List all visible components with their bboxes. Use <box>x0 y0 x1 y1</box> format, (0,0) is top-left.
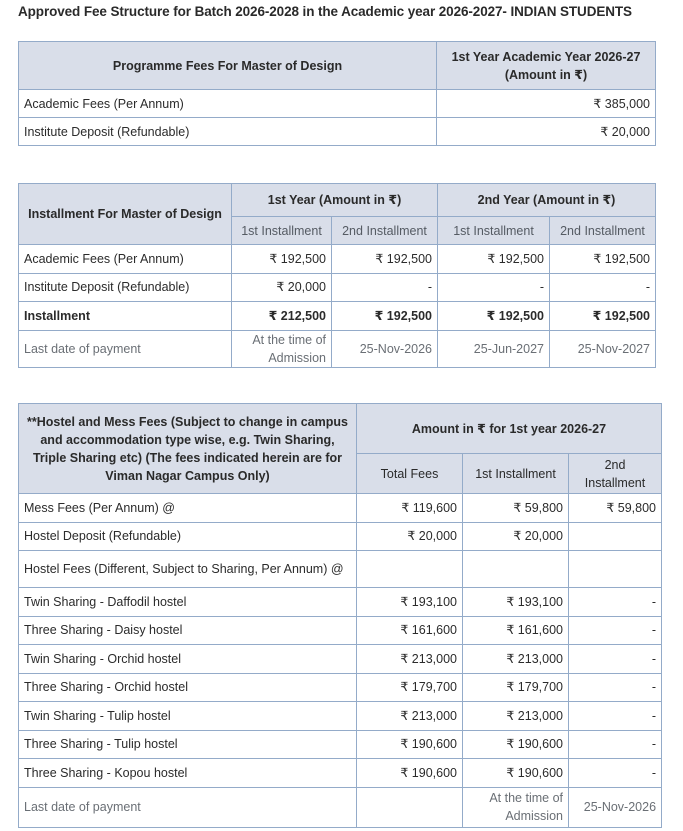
cell-value: ₹ 59,800 <box>569 494 662 523</box>
table-row <box>19 616 662 645</box>
cell-value: ₹ 161,600 <box>357 616 463 645</box>
subheader-y1-1st: 1st Installment <box>232 217 332 245</box>
cell-value: ₹ 119,600 <box>357 494 463 523</box>
cell-value: ₹ 161,600 <box>463 616 569 645</box>
cell-value: ₹ 190,600 <box>357 759 463 788</box>
row-label: Last date of payment <box>19 330 232 367</box>
table-row <box>19 730 662 759</box>
subheader-y1-2nd: 2nd Installment <box>332 217 438 245</box>
subheader-2nd-installment: 2nd Installment <box>569 454 662 494</box>
cell-value: ₹ 213,000 <box>463 702 569 731</box>
cell-value: ₹ 192,500 <box>550 302 656 331</box>
cell-value: - <box>569 730 662 759</box>
subheader-total-fees: Total Fees <box>357 454 463 494</box>
table-row <box>19 118 656 146</box>
table-row <box>19 673 662 702</box>
table-row <box>19 645 662 674</box>
row-amount: ₹ 385,000 <box>437 90 656 118</box>
cell-value <box>357 551 463 588</box>
table-row <box>19 702 662 731</box>
cell-value: 25-Nov-2027 <box>550 330 656 367</box>
column-header-hostel: **Hostel and Mess Fees (Subject to change in campus and accommodation type wise, e.g. Twin Sharing, Triple Sharing etc) (The fees indicated herein are for Viman Nagar Campus Only) <box>19 404 357 494</box>
cell-value: ₹ 193,100 <box>463 588 569 617</box>
table-header-row <box>19 42 656 90</box>
table-row <box>19 522 662 551</box>
cell-value: ₹ 192,500 <box>438 302 550 331</box>
row-label: Twin Sharing - Tulip hostel <box>19 702 357 731</box>
cell-value: ₹ 192,500 <box>438 245 550 274</box>
cell-value: ₹ 213,000 <box>357 645 463 674</box>
cell-value: At the time of Admission <box>232 330 332 367</box>
table-row <box>19 759 662 788</box>
column-header-amount: 1st Year Academic Year 2026-27 (Amount in ₹) <box>437 42 656 90</box>
row-label: Twin Sharing - Orchid hostel <box>19 645 357 674</box>
cell-value: - <box>569 673 662 702</box>
row-label: Hostel Deposit (Refundable) <box>19 522 357 551</box>
cell-value: ₹ 212,500 <box>232 302 332 331</box>
row-label: Last date of payment <box>19 787 357 827</box>
cell-value <box>357 787 463 827</box>
cell-value: ₹ 213,000 <box>357 702 463 731</box>
column-header-programme: Programme Fees For Master of Design <box>19 42 437 90</box>
row-label: Mess Fees (Per Annum) @ <box>19 494 357 523</box>
table-row <box>19 245 656 274</box>
cell-value: - <box>550 273 656 302</box>
cell-value <box>463 551 569 588</box>
cell-value: ₹ 213,000 <box>463 645 569 674</box>
row-label: Academic Fees (Per Annum) <box>19 245 232 274</box>
cell-value: 25-Nov-2026 <box>569 787 662 827</box>
row-label: Twin Sharing - Daffodil hostel <box>19 588 357 617</box>
subheader-y2-2nd: 2nd Installment <box>550 217 656 245</box>
cell-value: ₹ 179,700 <box>463 673 569 702</box>
column-header-year2: 2nd Year (Amount in ₹) <box>438 184 656 217</box>
cell-value <box>569 522 662 551</box>
installment-table <box>18 183 656 368</box>
cell-value: ₹ 59,800 <box>463 494 569 523</box>
cell-value: ₹ 192,500 <box>332 302 438 331</box>
row-amount: ₹ 20,000 <box>437 118 656 146</box>
table-row-due-date <box>19 787 662 827</box>
row-label: Institute Deposit (Refundable) <box>19 273 232 302</box>
row-label: Academic Fees (Per Annum) <box>19 90 437 118</box>
cell-value: ₹ 193,100 <box>357 588 463 617</box>
cell-value: ₹ 179,700 <box>357 673 463 702</box>
programme-fees-table <box>18 41 656 146</box>
cell-value: - <box>438 273 550 302</box>
cell-value: - <box>332 273 438 302</box>
table-row <box>19 494 662 523</box>
cell-value <box>569 551 662 588</box>
column-header-year1: 1st Year (Amount in ₹) <box>232 184 438 217</box>
hostel-mess-table <box>18 403 662 828</box>
table-row-total <box>19 302 656 331</box>
cell-value: - <box>569 645 662 674</box>
cell-value: - <box>569 759 662 788</box>
cell-value: At the time of Admission <box>463 787 569 827</box>
cell-value: ₹ 190,600 <box>463 759 569 788</box>
row-label: Installment <box>19 302 232 331</box>
table-row <box>19 90 656 118</box>
cell-value: - <box>569 616 662 645</box>
table-row <box>19 273 656 302</box>
cell-value: ₹ 20,000 <box>357 522 463 551</box>
row-label: Hostel Fees (Different, Subject to Sharing, Per Annum) @ <box>19 551 357 588</box>
subheader-1st-installment: 1st Installment <box>463 454 569 494</box>
row-label: Three Sharing - Kopou hostel <box>19 759 357 788</box>
table-header-row <box>19 184 656 217</box>
column-header-amount-group: Amount in ₹ for 1st year 2026-27 <box>357 404 662 454</box>
page-title: Approved Fee Structure for Batch 2026-2028 in the Academic year 2026-2027- INDIAN STUDENTS <box>18 4 632 19</box>
table-row <box>19 588 662 617</box>
cell-value: - <box>569 702 662 731</box>
row-label: Institute Deposit (Refundable) <box>19 118 437 146</box>
row-label: Three Sharing - Tulip hostel <box>19 730 357 759</box>
cell-value: ₹ 20,000 <box>232 273 332 302</box>
row-label: Three Sharing - Orchid hostel <box>19 673 357 702</box>
table-row-due-date <box>19 330 656 367</box>
column-header-installment: Installment For Master of Design <box>19 184 232 245</box>
cell-value: ₹ 192,500 <box>550 245 656 274</box>
subheader-y2-1st: 1st Installment <box>438 217 550 245</box>
table-header-row <box>19 404 662 454</box>
cell-value: ₹ 190,600 <box>463 730 569 759</box>
cell-value: ₹ 192,500 <box>232 245 332 274</box>
table-row <box>19 551 662 588</box>
cell-value: ₹ 190,600 <box>357 730 463 759</box>
cell-value: 25-Nov-2026 <box>332 330 438 367</box>
cell-value: 25-Jun-2027 <box>438 330 550 367</box>
row-label: Three Sharing - Daisy hostel <box>19 616 357 645</box>
cell-value: - <box>569 588 662 617</box>
cell-value: ₹ 20,000 <box>463 522 569 551</box>
cell-value: ₹ 192,500 <box>332 245 438 274</box>
